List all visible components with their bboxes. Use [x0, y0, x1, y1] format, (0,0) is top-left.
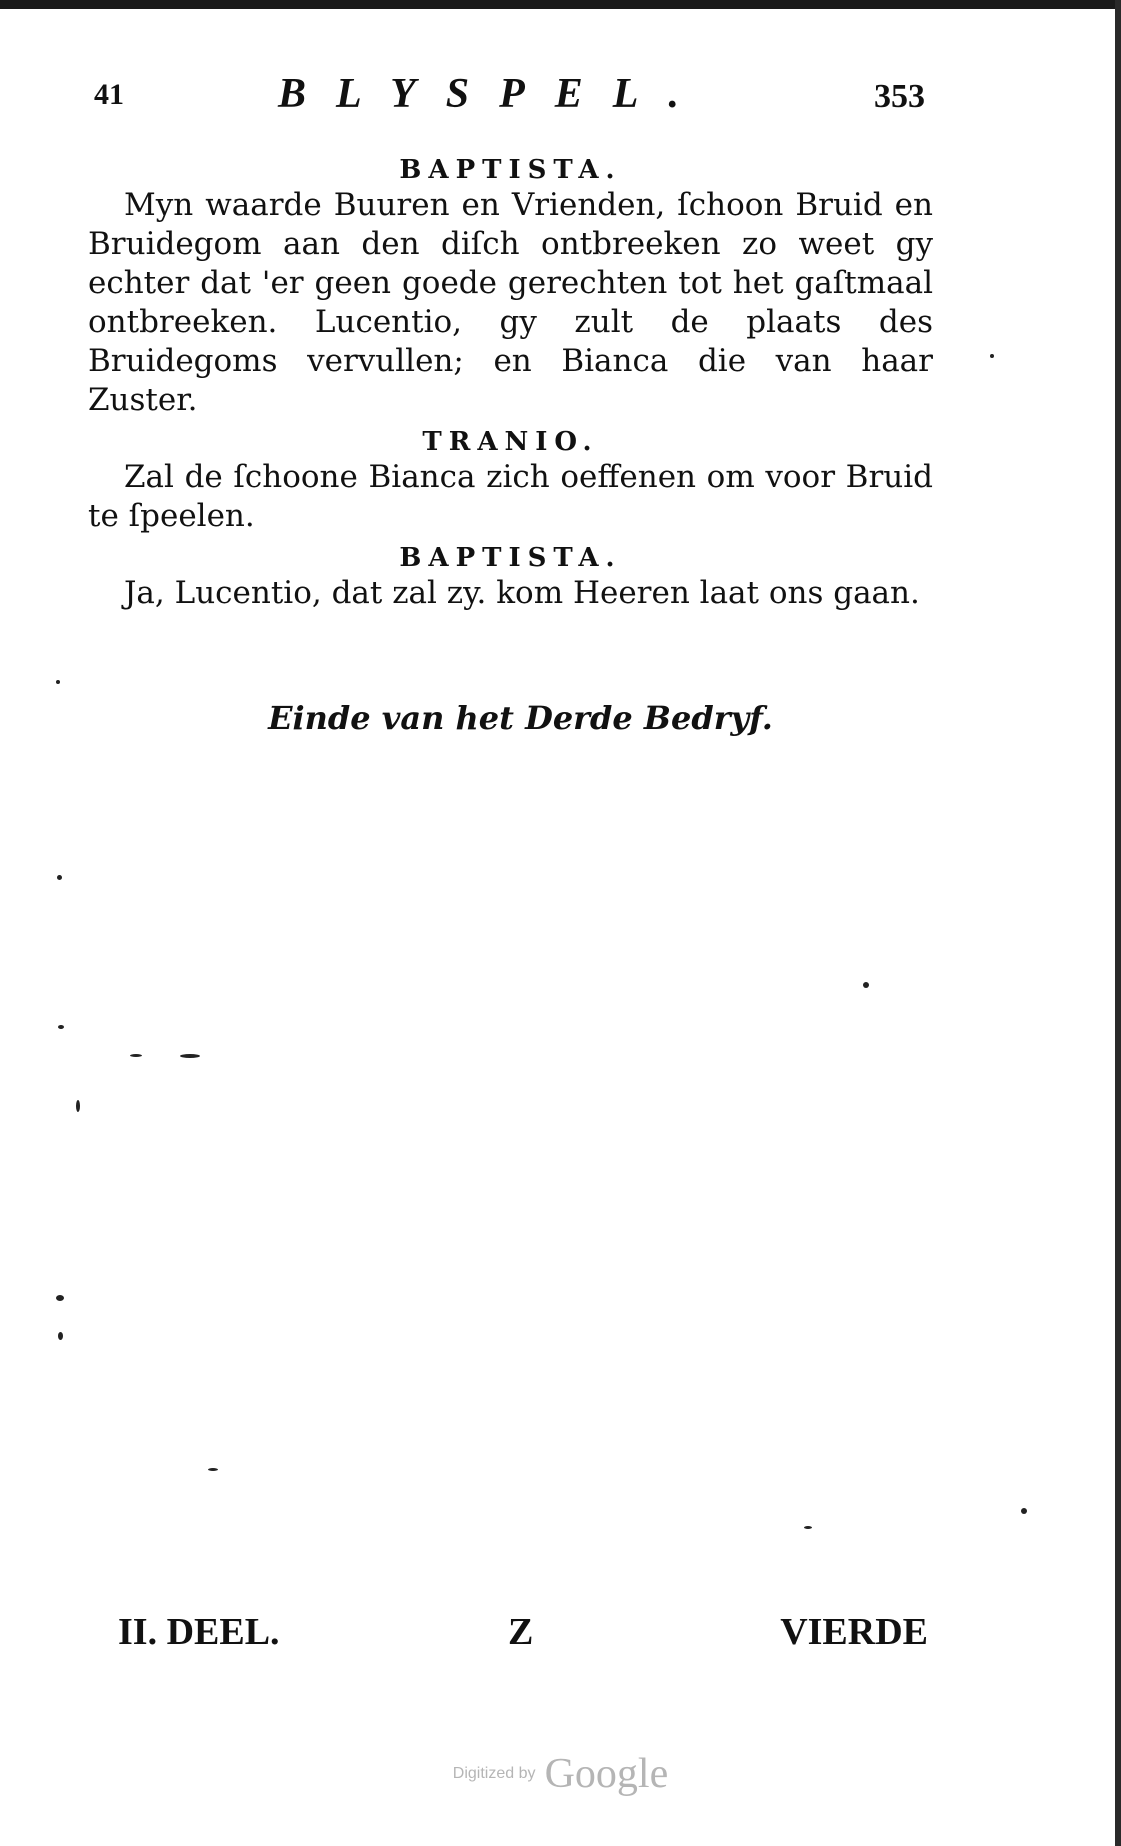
google-logo: Google	[544, 1751, 669, 1797]
watermark-prefix: Digitized by	[452, 1765, 536, 1782]
catchword: VIERDE	[780, 1611, 928, 1653]
scan-top-edge	[0, 0, 1121, 9]
scan-speck	[56, 680, 60, 684]
scan-speck	[863, 982, 869, 988]
speech-text: Myn waarde Buuren en Vrienden, ſchoon Bruid en Bruidegom aan den diſch ontbreeken zo weet gy echter dat 'er geen goede gerechten tot het gaſtmaal ontbreeken. Lucentio, gy zult de plaats des Bruidegoms vervullen; en Bianca die van haar Zuster.	[88, 187, 933, 418]
scan-speck	[990, 354, 994, 358]
running-head-left: 41	[94, 78, 124, 111]
scan-speck	[1021, 1508, 1027, 1514]
running-head	[88, 70, 933, 130]
scan-speck	[804, 1526, 812, 1529]
page-number: 353	[874, 78, 925, 115]
book-page	[88, 70, 933, 737]
scan-speck	[76, 1100, 80, 1112]
speaker-name: TRANIO.	[422, 427, 599, 457]
speaker-name: BAPTISTA.	[399, 543, 622, 573]
page-footer	[118, 1610, 928, 1670]
speaker-name: BAPTISTA.	[399, 155, 622, 185]
signature-mark: II. DEEL.	[118, 1611, 280, 1653]
scan-speck	[130, 1054, 142, 1057]
scan-speck	[58, 1025, 64, 1029]
scan-speck	[180, 1054, 200, 1058]
scan-speck	[57, 875, 62, 880]
scan-right-edge	[1115, 0, 1121, 1846]
scan-speck	[58, 1332, 63, 1340]
gathering-mark: Z	[508, 1611, 534, 1653]
digitized-watermark	[0, 1750, 1121, 1798]
speech-text: Zal de ſchoone Bianca zich oeffenen om voor Bruid te ſpeelen.	[88, 459, 933, 534]
end-of-act-line: Einde van het Derde Bedryf.	[268, 699, 773, 737]
scan-speck	[56, 1295, 64, 1301]
scan-speck	[208, 1468, 218, 1471]
speech-text: Ja, Lucentio, dat zal zy. kom Heeren laat ons gaan.	[124, 575, 920, 611]
running-head-title: BLYSPEL.	[278, 71, 709, 117]
